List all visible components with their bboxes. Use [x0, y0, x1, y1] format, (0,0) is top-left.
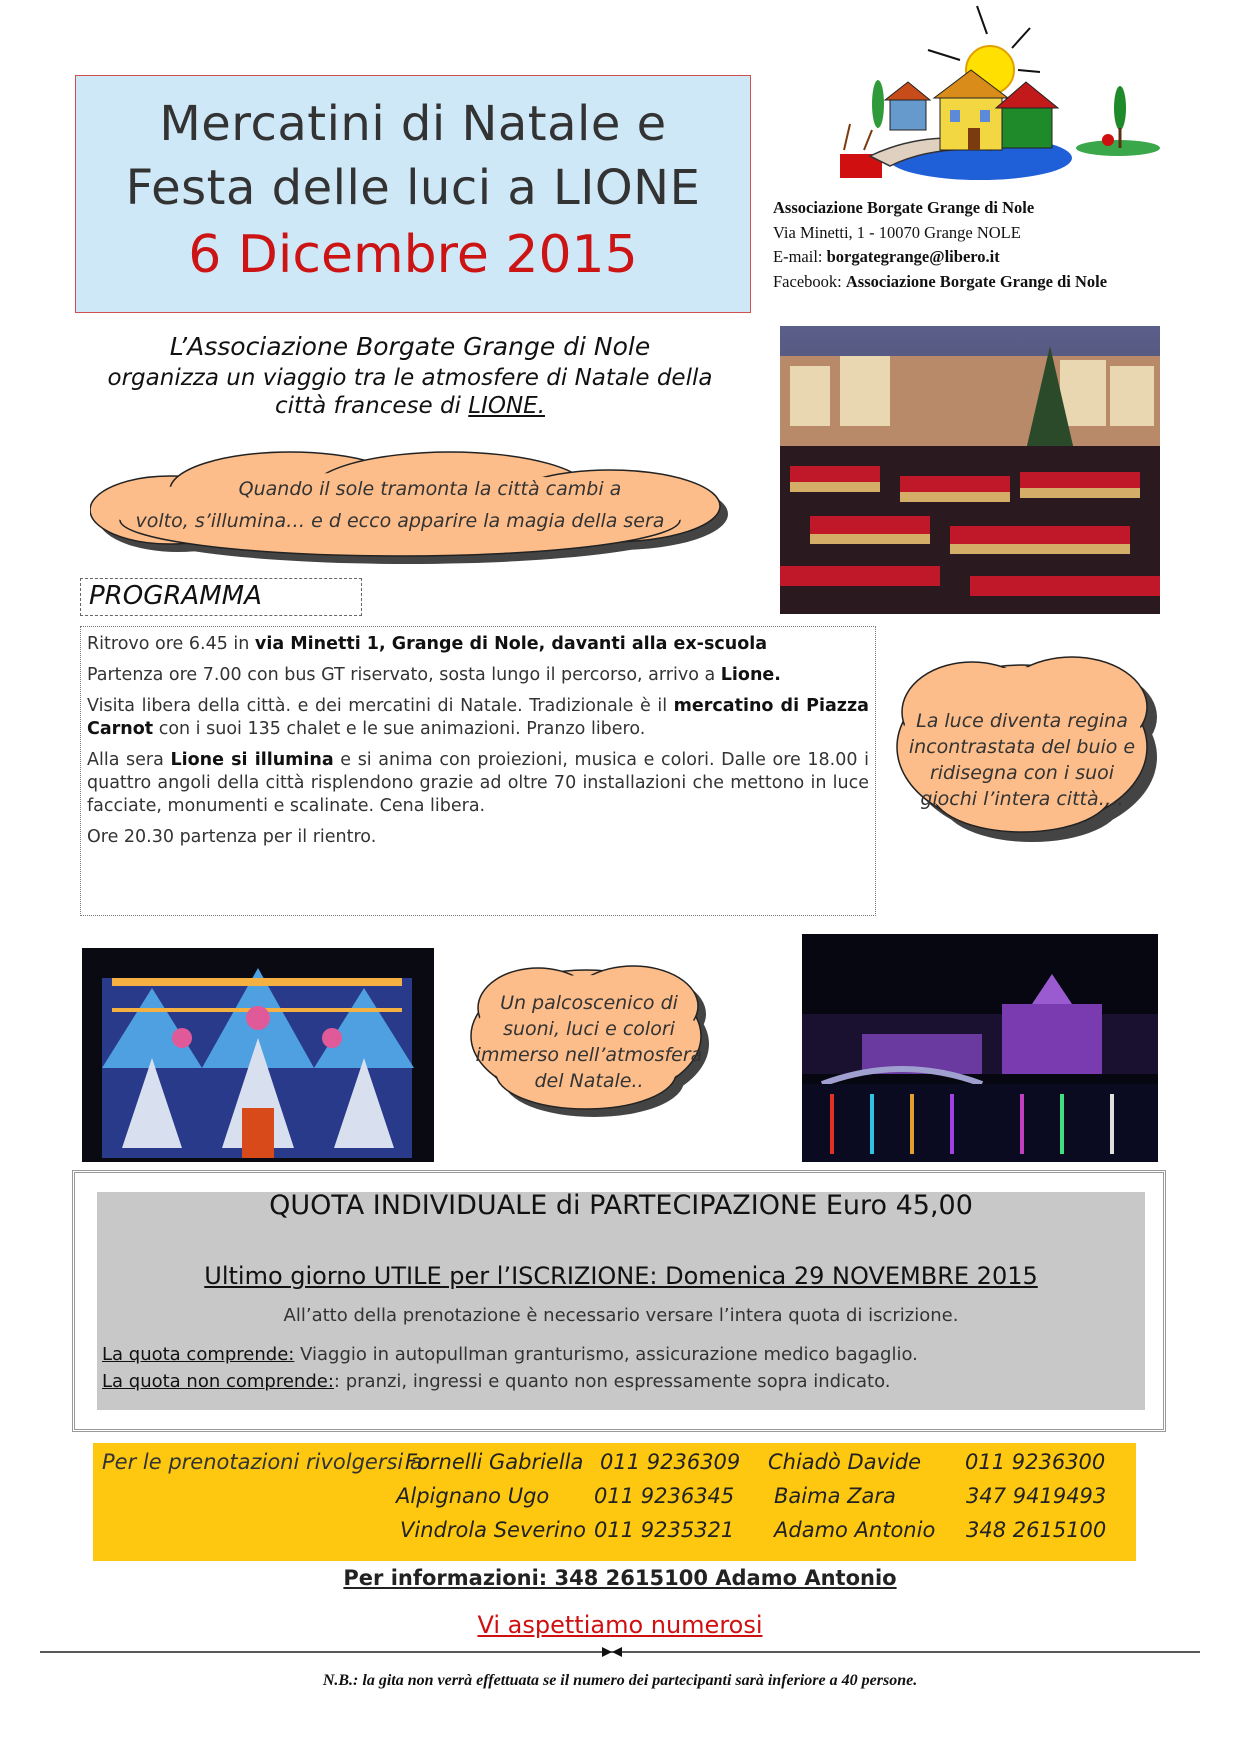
contact-phone-5[interactable]: 011 9235321 [594, 1518, 735, 1542]
contact-name-2: Chiadò Davide [768, 1450, 922, 1474]
stage-line-1: Un palcoscenico di [500, 992, 678, 1014]
contact-name-6: Adamo Antonio [774, 1518, 936, 1542]
quota-title: QUOTA INDIVIDUALE di PARTECIPAZIONE Euro 45,00 [269, 1190, 973, 1221]
stage-line-4: del Natale.. [534, 1070, 644, 1092]
association-name: Associazione Borgate Grange di Nole [773, 198, 1035, 217]
cathedral-lights-photo [82, 948, 434, 1162]
registration-deadline: Ultimo giorno UTILE per l’ISCRIZIONE: Domenica 29 NOVEMBRE 2015 [204, 1262, 1038, 1290]
intro-line-3: città francese di [275, 393, 469, 419]
facebook-link[interactable]: Associazione Borgate Grange di Nole [845, 271, 1108, 291]
intro-line-2: organizza un viaggio tra le atmosfere di Natale della [107, 365, 713, 391]
light-line-4: giochi l’intera città…. [920, 788, 1124, 810]
program-item-3: Visita libera della città. e dei mercatini di Natale. Tradizionale è il mercatino di Piazza Carnot con i suoi 135 chalet e le sue animazioni. Pranzo libero. [87, 696, 869, 739]
program-item-5: Ore 20.30 partenza per il rientro. [87, 827, 377, 847]
title-box [75, 75, 751, 313]
email-label: E-mail: [773, 247, 827, 266]
quota-inclusions [102, 1341, 918, 1395]
intro-city: LIONE. [468, 393, 545, 419]
email-link[interactable]: borgategrange@libero.it [826, 247, 1000, 266]
program-item-4: Alla sera Lione si illumina e si anima con proiezioni, musica e colori. Dalle ore 18.00 i quattro angoli della città risplendono grazie ad oltre 70 installazioni che mettono in luce facciate, monumenti e scalinate. Cena libera. [87, 750, 869, 816]
closing-message: Vi aspettiamo numerosi [477, 1611, 763, 1639]
contact-phone-3[interactable]: 011 9236345 [594, 1484, 735, 1508]
nb-note: N.B.: la gita non verrà effettuata se il numero dei partecipanti sarà inferiore a 40 persone. [322, 1672, 918, 1689]
facebook-label: Facebook: [773, 271, 846, 291]
light-line-2: incontrastata del buio e [908, 736, 1136, 758]
includes-label: La quota comprende: [102, 1344, 295, 1365]
payment-note: All’atto della prenotazione è necessario versare l’intera quota di iscrizione. [283, 1305, 959, 1326]
sunset-cloud-text [110, 473, 690, 537]
intro-text [80, 330, 740, 420]
contact-phone-4[interactable]: 347 9419493 [966, 1484, 1107, 1508]
contact-name-4: Baima Zara [774, 1484, 896, 1508]
night-river-photo [802, 934, 1158, 1162]
contact-name-1: Fornelli Gabriella [405, 1450, 584, 1474]
association-logo [830, 0, 1190, 190]
title-line-1: Mercatini di Natale e [159, 96, 667, 152]
program-box [80, 626, 876, 916]
association-info [773, 196, 1193, 294]
christmas-market-photo [780, 326, 1160, 614]
intro-line-1: L’Associazione Borgate Grange di Nole [169, 332, 651, 361]
event-date: 6 Dicembre 2015 [188, 225, 638, 285]
stage-line-2: suoni, luci e colori [503, 1018, 675, 1040]
footer-divider [40, 1644, 1200, 1660]
light-line-1: La luce diventa regina [916, 710, 1128, 732]
excludes-label: La quota non comprende: [102, 1371, 334, 1392]
program-item-2: Partenza ore 7.00 con bus GT riservato, sosta lungo il percorso, arrivo a Lione. [87, 665, 781, 685]
contact-name-3: Alpignano Ugo [396, 1484, 550, 1508]
sunset-line-1: Quando il sole tramonta la città cambi a [238, 478, 622, 500]
excludes-text: : pranzi, ingressi e quanto non espressamente sopra indicato. [333, 1371, 891, 1392]
program-label: PROGRAMMA [80, 578, 362, 616]
program-item-1: Ritrovo ore 6.45 in via Minetti 1, Grange di Nole, davanti alla ex-scuola [87, 634, 768, 654]
title-line-2: Festa delle luci a LIONE [125, 160, 701, 216]
association-address: Via Minetti, 1 - 10070 Grange NOLE [773, 222, 1021, 242]
stage-cloud-text [466, 990, 712, 1094]
contacts-intro: Per le prenotazioni rivolgersi a: [102, 1450, 430, 1474]
light-cloud-text [892, 708, 1152, 812]
stage-line-3: immerso nell’atmosfera [475, 1044, 703, 1066]
contact-phone-6[interactable]: 348 2615100 [966, 1518, 1107, 1542]
contact-name-5: Vindrola Severino [400, 1518, 586, 1542]
light-line-3: ridisegna con i suoi [929, 762, 1115, 784]
includes-text: Viaggio in autopullman granturismo, assicurazione medico bagaglio. [294, 1344, 918, 1365]
contact-phone-1[interactable]: 011 9236309 [600, 1450, 741, 1474]
sunset-line-2: volto, s’illumina… e d ecco apparire la magia della sera [135, 510, 665, 532]
info-line: Per informazioni: 348 2615100 Adamo Antonio [343, 1566, 897, 1590]
contact-phone-2[interactable]: 011 9236300 [965, 1450, 1106, 1474]
